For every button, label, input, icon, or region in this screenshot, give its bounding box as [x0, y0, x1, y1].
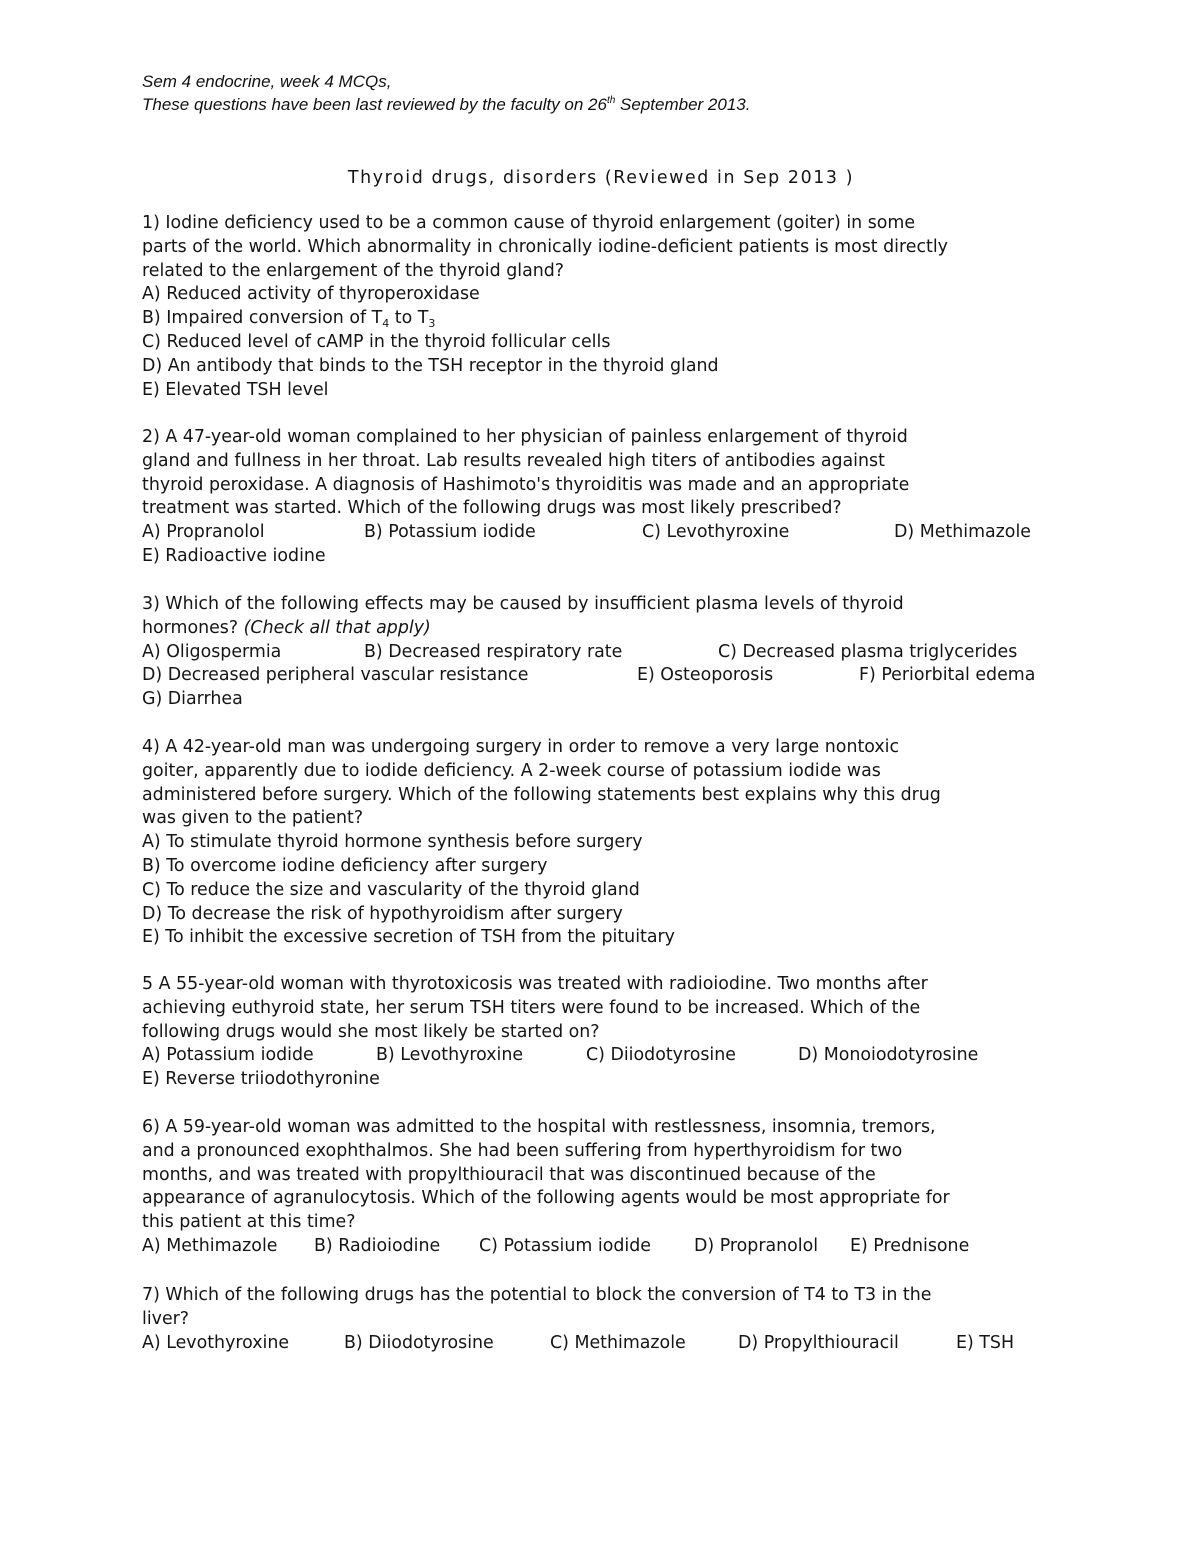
- question-stem-line: appearance of agranulocytosis. Which of the following agents would be most appropriate for: [142, 1188, 950, 1209]
- answer-option-e: E) Radioactive iodine: [142, 545, 326, 566]
- answer-option-a: A) To stimulate thyroid hormone synthesis before surgery: [142, 832, 643, 853]
- answer-option-f: F) Periorbital edema: [859, 665, 1036, 686]
- answer-option-c: C) Diiodotyrosine: [586, 1045, 736, 1066]
- answer-option-b: B) Potassium iodide: [364, 522, 536, 543]
- answer-option-a: A) Potassium iodide: [142, 1045, 314, 1066]
- answer-option-d: D) Decreased peripheral vascular resistance: [142, 665, 529, 686]
- answer-options-row: [142, 664, 1102, 688]
- question-stem-line: 1) Iodine deficiency used to be a common cause of thyroid enlargement (goiter) in some: [142, 213, 916, 233]
- question-5: [142, 973, 1102, 1092]
- option-text: to T: [389, 308, 429, 329]
- answer-option-a: A) Propranolol: [142, 522, 265, 543]
- question-7: [142, 1284, 1102, 1355]
- question-stem-line: and a pronounced exophthalmos. She had been suffering from hyperthyroidism for two: [142, 1140, 903, 1161]
- question-stem-line: 7) Which of the following drugs has the potential to block the conversion of T4 to T3 in the: [142, 1285, 932, 1305]
- answer-option-c: C) Decreased plasma triglycerides: [718, 641, 1018, 662]
- question-6: [142, 1116, 1102, 1259]
- question-stem-line: goiter, apparently due to iodide deficiency. A 2-week course of potassium iodide was: [142, 760, 881, 781]
- question-stem-line: administered before surgery. Which of the following statements best explains why this drug: [142, 784, 941, 805]
- answer-option-c: C) Levothyroxine: [642, 522, 790, 543]
- answer-options-row: [142, 1332, 1102, 1356]
- question-stem-line: parts of the world. Which abnormality in chronically iodine-deficient patients is most directly: [142, 236, 948, 257]
- answer-options-row: [142, 1235, 1102, 1259]
- question-stem-line: [142, 617, 1102, 641]
- ordinal-suffix: th: [606, 95, 616, 106]
- instruction-text: (Check all that apply): [243, 617, 431, 638]
- answer-option-a: A) Levothyroxine: [142, 1332, 290, 1353]
- question-stem-line: months, and was treated with propylthiouracil that was discontinued because of the: [142, 1164, 876, 1185]
- question-stem-line: 6) A 59-year-old woman was admitted to the hospital with restlessness, insomnia, tremors,: [142, 1117, 936, 1137]
- answer-option-c: C) Reduced level of cAMP in the thyroid follicular cells: [142, 331, 611, 352]
- answer-option-a: A) Methimazole: [142, 1235, 278, 1256]
- answer-option-e: E) Osteoporosis: [637, 665, 774, 686]
- answer-option-g: G) Diarrhea: [142, 689, 243, 710]
- answer-option-c: C) To reduce the size and vascularity of the thyroid gland: [142, 879, 640, 900]
- answer-option-a: A) Oligospermia: [142, 641, 282, 662]
- answer-option-e: E) TSH: [956, 1332, 1015, 1353]
- answer-option-b: B) Radioiodine: [314, 1235, 441, 1256]
- answer-options-row: [142, 521, 1102, 545]
- answer-option-b: B) Decreased respiratory rate: [364, 641, 623, 662]
- stem-text: hormones?: [142, 617, 244, 638]
- answer-option-e: E) To inhibit the excessive secretion of TSH from the pituitary: [142, 927, 675, 948]
- answer-options-row: [142, 641, 1102, 665]
- subscript: 3: [428, 317, 436, 331]
- question-stem-line: treatment was started. Which of the following drugs was most likely prescribed?: [142, 498, 842, 519]
- option-text: B) Impaired conversion of T: [142, 308, 383, 329]
- answer-option-d: D) Propranolol: [694, 1235, 819, 1256]
- answer-option-b: B) Levothyroxine: [376, 1045, 524, 1066]
- question-stem-line: related to the enlargement of the thyroid gland?: [142, 260, 565, 281]
- question-stem-line: was given to the patient?: [142, 808, 364, 829]
- answer-option-a: A) Reduced activity of thyroperoxidase: [142, 284, 480, 305]
- question-stem-line: liver?: [142, 1308, 190, 1329]
- answer-option-c: C) Methimazole: [550, 1332, 686, 1353]
- question-4: [142, 736, 1102, 950]
- question-stem-line: following drugs would she most likely be started on?: [142, 1021, 600, 1042]
- subscript: 4: [382, 317, 390, 331]
- answer-option-e: E) Elevated TSH level: [142, 379, 329, 400]
- answer-options-row: [142, 1044, 1102, 1068]
- question-2: [142, 426, 1102, 569]
- answer-option-d: D) Methimazole: [894, 522, 1031, 543]
- review-note-text: These questions have been last reviewed by the faculty on 26: [142, 95, 607, 114]
- question-stem-line: thyroid peroxidase. A diagnosis of Hashimoto's thyroiditis was made and an appropriate: [142, 474, 910, 495]
- question-stem-line: 3) Which of the following effects may be caused by insufficient plasma levels of thyroid: [142, 594, 904, 614]
- answer-option-d: D) Monoiodotyrosine: [798, 1045, 979, 1066]
- question-stem-line: gland and fullness in her throat. Lab results revealed high titers of antibodies against: [142, 450, 885, 471]
- course-header: Sem 4 endocrine, week 4 MCQs,: [142, 72, 392, 91]
- question-stem-line: 5 A 55-year-old woman with thyrotoxicosis was treated with radioiodine. Two months after: [142, 974, 928, 994]
- answer-option-d: D) To decrease the risk of hypothyroidism after surgery: [142, 903, 623, 924]
- answer-option-b: B) To overcome iodine deficiency after surgery: [142, 855, 548, 876]
- answer-option-c: C) Potassium iodide: [479, 1235, 651, 1256]
- question-stem-line: achieving euthyroid state, her serum TSH titers were found to be increased. Which of the: [142, 997, 921, 1018]
- answer-option-b: B) Diiodotyrosine: [344, 1332, 494, 1353]
- question-3: [142, 593, 1102, 712]
- question-1: [142, 212, 1102, 402]
- answer-option-d: D) Propylthiouracil: [738, 1332, 899, 1353]
- review-note-date: September 2013.: [615, 95, 751, 114]
- question-stem-line: this patient at this time?: [142, 1212, 356, 1233]
- answer-option-b: [142, 307, 1102, 331]
- answer-option-d: D) An antibody that binds to the TSH receptor in the thyroid gland: [142, 355, 719, 376]
- question-stem-line: 4) A 42-year-old man was undergoing surgery in order to remove a very large nontoxic: [142, 737, 900, 757]
- answer-option-e: E) Prednisone: [850, 1235, 970, 1256]
- question-stem-line: 2) A 47-year-old woman complained to her physician of painless enlargement of thyroid: [142, 427, 908, 447]
- section-title: Thyroid drugs, disorders (Reviewed in Sep 2013 ): [347, 168, 855, 188]
- review-note: [142, 94, 750, 116]
- answer-option-e: E) Reverse triiodothyronine: [142, 1069, 380, 1090]
